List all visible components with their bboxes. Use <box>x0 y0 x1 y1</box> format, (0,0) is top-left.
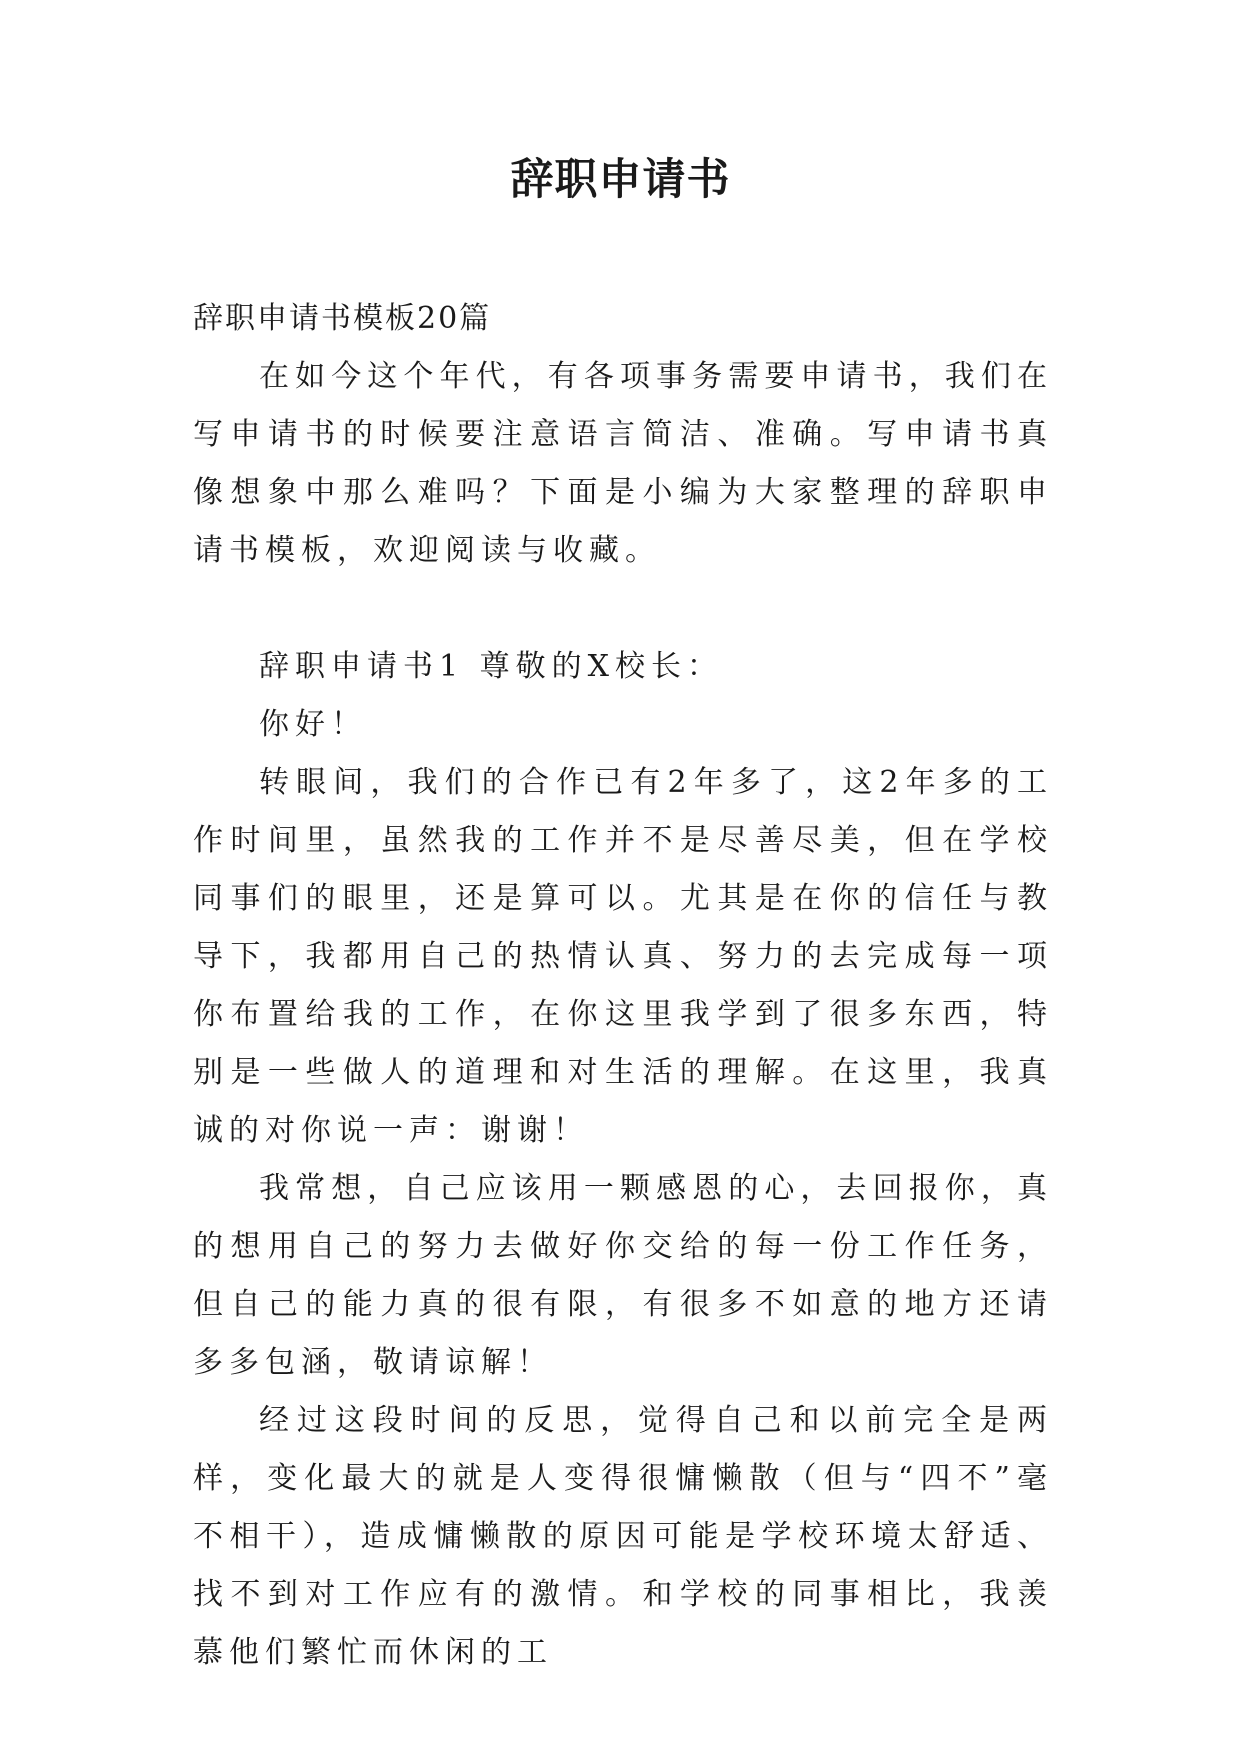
document-title: 辞职申请书 <box>510 155 731 205</box>
document-subtitle: 辞职申请书模板20篇 <box>193 301 492 336</box>
letter-paragraph: 我常想，自己应该用一颗感恩的心，去回报你，真的想用自己的努力去做好你交给的每一份工作任务，但自己的能力真的很有限，有很多不如意的地方还请多多包涵，敬请谅解！ <box>193 1171 1053 1380</box>
letter-paragraph: 经过这段时间的反思，觉得自己和以前完全是两样，变化最大的就是人变得很慵懒散（但与“四不”毫不相干），造成慵懒散的原因可能是学校环境太舒适、找不到对工作应有的激情。和学校的同事相比，我羡慕他们繁忙而休闲的工 <box>193 1403 1053 1670</box>
intro-paragraph: 在如今这个年代，有各项事务需要申请书，我们在写申请书的时候要注意语言简洁、准确。写申请书真像想象中那么难吗？下面是小编为大家整理的辞职申请书模板，欢迎阅读与收藏。 <box>193 359 1053 568</box>
paragraph-spacer <box>193 580 1053 638</box>
letter-paragraph: 转眼间，我们的合作已有2年多了，这2年多的工作时间里，虽然我的工作并不是尽善尽美，但在学校同事们的眼里，还是算可以。尤其是在你的信任与教导下，我都用自己的热情认真、努力的去完成每一项你布置给我的工作，在你这里我学到了很多东西，特别是一些做人的道理和对生活的理解。在这里，我真诚的对你说一声：谢谢！ <box>193 765 1053 1148</box>
letter-heading: 辞职申请书1 尊敬的X校长： <box>259 649 723 684</box>
letter-greeting: 你好！ <box>259 707 367 742</box>
document-body <box>193 290 1053 1682</box>
